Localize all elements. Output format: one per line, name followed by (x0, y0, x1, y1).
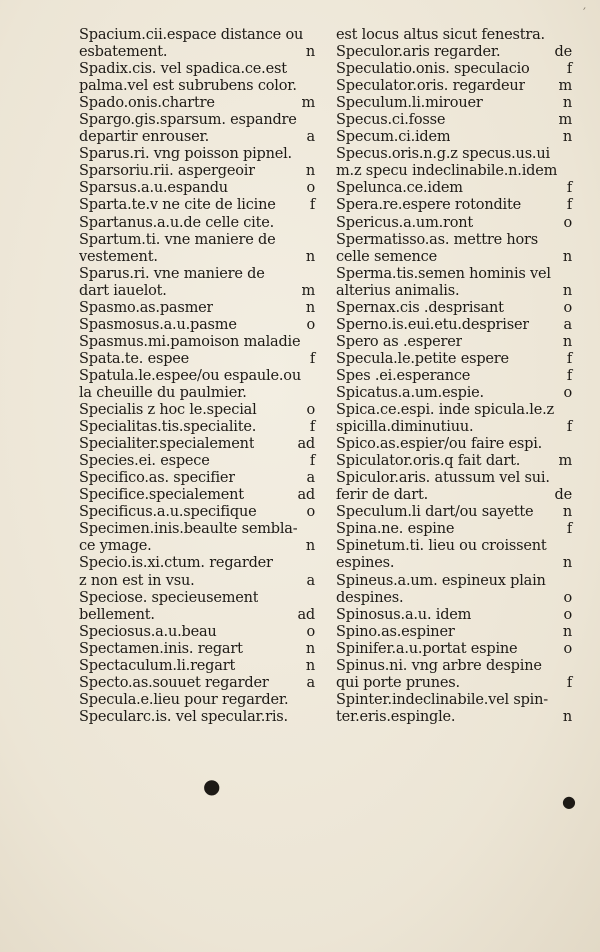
dictionary-entry-line (336, 112, 572, 129)
entry-text: Speculum.li dart/ou sayette (336, 504, 534, 521)
gender-mark: n (305, 299, 315, 316)
entry-text: Sparus.ri. vng poisson pipnel. (79, 146, 292, 163)
dictionary-entry-line (79, 709, 315, 726)
gender-mark: f (566, 350, 572, 367)
gender-mark: o (306, 504, 315, 521)
entry-text: Spernax.cis .desprisant (336, 299, 504, 316)
dictionary-entry-line (336, 590, 572, 607)
entry-text: Species.ei. espece (79, 453, 210, 470)
dictionary-entry-line (336, 624, 572, 641)
right-column (336, 27, 572, 726)
entry-text: Specimen.inis.beaulte sembla- (79, 521, 298, 538)
dictionary-entry-line (79, 658, 315, 675)
dictionary-entry-line (336, 61, 572, 78)
gender-mark: a (306, 674, 315, 691)
dictionary-entry-line (336, 709, 572, 726)
gender-mark: n (562, 248, 572, 265)
dictionary-entry-line (79, 112, 315, 129)
dictionary-entry-line (336, 146, 572, 163)
dictionary-entry-line (336, 44, 572, 61)
entry-text: Spartum.ti. vne maniere de (79, 231, 276, 248)
gender-mark: a (306, 572, 315, 589)
dictionary-entry-line (79, 521, 315, 538)
entry-text: Sparta.te.v ne cite de licine (79, 197, 276, 214)
entry-text: Speciosus.a.u.beau (79, 623, 217, 640)
entry-text: vestement. (79, 248, 158, 265)
dictionary-entry-line (79, 249, 315, 266)
gender-mark: o (306, 180, 315, 197)
entry-text: Specum.ci.idem (336, 129, 451, 146)
dictionary-entry-line (79, 453, 315, 470)
gender-mark: o (306, 402, 315, 419)
dictionary-entry-line (79, 44, 315, 61)
gender-mark: o (563, 299, 572, 316)
corner-mark: ′ (583, 6, 586, 21)
entry-text: Spinter.indeclinabile.vel spin- (336, 691, 548, 708)
dictionary-entry-line (79, 78, 315, 95)
entry-text: Spinus.ni. vng arbre despine (336, 657, 542, 674)
entry-text: Specificus.a.u.specifique (79, 504, 257, 521)
gender-mark: o (306, 316, 315, 333)
entry-text: Specto.as.souuet regarder (79, 674, 269, 691)
entry-text: palma.vel est subrubens color. (79, 78, 297, 95)
dictionary-entry-line (336, 232, 572, 249)
entry-text: Spacium.cii.espace distance ou (79, 27, 304, 43)
dictionary-entry-line (336, 675, 572, 692)
entry-text: Spico.as.espier/ou faire espi. (336, 436, 543, 453)
entry-text: Specifico.as. specifier (79, 470, 236, 487)
gender-mark: n (305, 248, 315, 265)
gender-mark: o (563, 640, 572, 657)
gender-mark: m (301, 282, 315, 299)
entry-text: Spasmus.mi.pamoison maladie (79, 333, 301, 350)
entry-text: ferir de dart. (336, 487, 429, 504)
gender-mark: f (309, 197, 315, 214)
entry-text: Speculum.li.mirouer (336, 95, 483, 112)
dictionary-entry-line (79, 317, 315, 334)
dictionary-entry-line (79, 538, 315, 555)
dictionary-entry-line (79, 624, 315, 641)
dictionary-entry-line (79, 419, 315, 436)
gender-mark: o (563, 589, 572, 606)
entry-text: Spado.onis.chartre (79, 95, 215, 112)
entry-text: z non est in vsu. (79, 572, 195, 589)
entry-text: Spera.re.espere rotondite (336, 197, 521, 214)
gender-mark: ad (297, 606, 315, 623)
gender-mark: ad (297, 436, 315, 453)
dictionary-entry-line (79, 163, 315, 180)
dictionary-entry-line (336, 129, 572, 146)
dictionary-entry-line (79, 300, 315, 317)
dictionary-entry-line (79, 470, 315, 487)
dictionary-entry-line (79, 266, 315, 283)
dictionary-entry-line (336, 419, 572, 436)
dictionary-entry-line (336, 692, 572, 709)
entry-text: Spectaculum.li.regart (79, 657, 236, 674)
entry-text: Spatula.le.espee/ou espaule.ou (79, 367, 301, 384)
entry-text: departir enrouser. (79, 129, 210, 146)
dictionary-entry-line (79, 334, 315, 351)
dictionary-entry-line (336, 215, 572, 232)
entry-text: Spelunca.ce.idem (336, 180, 463, 197)
entry-text: m.z specu indeclinabile.n.idem (336, 163, 558, 180)
dictionary-entry-line (79, 436, 315, 453)
dictionary-entry-line (336, 573, 572, 590)
dictionary-entry-line (336, 504, 572, 521)
bottom-dot-ornament: ● (203, 774, 221, 798)
entry-text: Specus.oris.n.g.z specus.us.ui (336, 146, 550, 163)
dictionary-entry-line (336, 385, 572, 402)
gender-mark: n (562, 282, 572, 299)
entry-text: esbatement. (79, 44, 168, 61)
entry-text: Sparsus.a.u.espandu (79, 180, 228, 197)
entry-text: Sperma.tis.semen hominis vel (336, 265, 551, 282)
gender-mark: f (566, 61, 572, 78)
gender-mark: n (562, 333, 572, 350)
entry-text: despines. (336, 589, 404, 606)
gender-mark: n (562, 623, 572, 640)
gender-mark: m (558, 78, 572, 95)
entry-text: Specialiter.specialement (79, 436, 255, 453)
entry-text: Spadix.cis. vel spadica.ce.est (79, 61, 287, 78)
gender-mark: f (309, 453, 315, 470)
dictionary-entry-line (79, 215, 315, 232)
gender-mark: f (566, 674, 572, 691)
entry-text: ce ymage. (79, 538, 152, 555)
dictionary-entry-line (79, 504, 315, 521)
margin-dot-ornament: ● (562, 792, 576, 811)
entry-text: Sparsoriu.rii. aspergeoir (79, 163, 255, 180)
entry-text: Speculator.oris. regardeur (336, 78, 526, 95)
gender-mark: f (566, 367, 572, 384)
entry-text: qui porte prunes. (336, 674, 460, 691)
dictionary-entry-line (336, 283, 572, 300)
gender-mark: f (309, 419, 315, 436)
dictionary-entry-line (79, 146, 315, 163)
dictionary-entry-line (336, 78, 572, 95)
gender-mark: a (563, 316, 572, 333)
entry-text: Specularc.is. vel specular.ris. (79, 708, 288, 725)
entry-text: Spica.ce.espi. inde spicula.le.z (336, 402, 554, 419)
entry-text: Spata.te. espee (79, 350, 190, 367)
dictionary-entry-line (79, 283, 315, 300)
gender-mark: n (305, 657, 315, 674)
gender-mark: f (309, 350, 315, 367)
dictionary-entry-line (79, 385, 315, 402)
dictionary-entry-line (336, 470, 572, 487)
dictionary-entry-line (336, 266, 572, 283)
entry-text: dart iauelot. (79, 282, 167, 299)
gender-mark: ad (297, 487, 315, 504)
entry-text: ter.eris.espingle. (336, 708, 456, 725)
entry-text: alterius animalis. (336, 282, 460, 299)
entry-text: est locus altus sicut fenestra. (336, 27, 545, 43)
entry-text: Spicatus.a.um.espie. (336, 384, 484, 401)
entry-text: bellement. (79, 606, 155, 623)
dictionary-entry-line (336, 180, 572, 197)
dictionary-entry-line (79, 573, 315, 590)
entry-text: Spineus.a.um. espineux plain (336, 572, 546, 589)
gender-mark: n (562, 504, 572, 521)
dictionary-entry-line (79, 180, 315, 197)
dictionary-entry-line (336, 351, 572, 368)
entry-text: la cheuille du paulmier. (79, 384, 247, 401)
gender-mark: o (563, 214, 572, 231)
entry-text: Specio.is.xi.ctum. regarder (79, 555, 273, 572)
gender-mark: n (305, 163, 315, 180)
gender-mark: n (562, 708, 572, 725)
gender-mark: de (554, 487, 572, 504)
entry-text: Speculor.aris regarder. (336, 44, 501, 61)
entry-text: Spargo.gis.sparsum. espandre (79, 112, 297, 129)
entry-text: Spinosus.a.u. idem (336, 606, 472, 623)
dictionary-entry-line (79, 351, 315, 368)
entry-text: Sperno.is.eui.etu.despriser (336, 316, 530, 333)
dictionary-entry-line (336, 658, 572, 675)
dictionary-entry-line (336, 163, 572, 180)
dictionary-entry-line (79, 402, 315, 419)
dictionary-entry-line (79, 590, 315, 607)
entry-text: Speciose. specieusement (79, 589, 259, 606)
gender-mark: n (562, 555, 572, 572)
gender-mark: o (563, 606, 572, 623)
gender-mark: f (566, 521, 572, 538)
entry-text: Spes .ei.esperance (336, 367, 471, 384)
entry-text: Specialis z hoc le.special (79, 402, 257, 419)
gender-mark: o (563, 384, 572, 401)
entry-text: celle semence (336, 248, 437, 265)
entry-text: espines. (336, 555, 395, 572)
dictionary-entry-line (336, 197, 572, 214)
dictionary-entry-line (79, 641, 315, 658)
gender-mark: o (306, 623, 315, 640)
gender-mark: a (306, 129, 315, 146)
dictionary-entry-line (79, 607, 315, 624)
entry-text: spicilla.diminutiuu. (336, 419, 474, 436)
dictionary-entry-line (79, 692, 315, 709)
entry-text: Spina.ne. espine (336, 521, 455, 538)
entry-text: Spiculator.oris.q fait dart. (336, 453, 521, 470)
entry-text: Specifice.specialement (79, 487, 244, 504)
dictionary-entry-line (79, 555, 315, 572)
entry-text: Spermatisso.as. mettre hors (336, 231, 539, 248)
dictionary-entry-line (336, 487, 572, 504)
dictionary-entry-line (336, 300, 572, 317)
dictionary-entry-line (336, 436, 572, 453)
dictionary-entry-line (79, 95, 315, 112)
dictionary-entry-line (79, 61, 315, 78)
gender-mark: m (558, 453, 572, 470)
gender-mark: de (554, 44, 572, 61)
gender-mark: n (562, 95, 572, 112)
dictionary-entry-line (336, 334, 572, 351)
gender-mark: a (306, 470, 315, 487)
gender-mark: n (305, 640, 315, 657)
dictionary-entry-line (79, 232, 315, 249)
dictionary-entry-line (336, 521, 572, 538)
entry-text: Spinifer.a.u.portat espine (336, 640, 518, 657)
gender-mark: m (301, 95, 315, 112)
dictionary-entry-line (79, 27, 315, 44)
entry-text: Specula.le.petite espere (336, 350, 509, 367)
entry-text: Spasmo.as.pasmer (79, 299, 214, 316)
entry-text: Spino.as.espiner (336, 623, 455, 640)
left-column (79, 27, 315, 726)
dictionary-entry-line (336, 453, 572, 470)
gender-mark: m (558, 112, 572, 129)
entry-text: Specialitas.tis.specialite. (79, 419, 257, 436)
gender-mark: n (305, 538, 315, 555)
dictionary-entry-line (79, 675, 315, 692)
entry-text: Specula.e.lieu pour regarder. (79, 691, 289, 708)
dictionary-entry-line (336, 249, 572, 266)
dictionary-entry-line (336, 402, 572, 419)
dictionary-entry-line (336, 607, 572, 624)
dictionary-entry-line (79, 129, 315, 146)
dictionary-entry-line (336, 95, 572, 112)
gender-mark: f (566, 180, 572, 197)
gender-mark: f (566, 197, 572, 214)
entry-text: Spericus.a.um.ront (336, 214, 474, 231)
dictionary-entry-line (336, 368, 572, 385)
dictionary-entry-line (336, 641, 572, 658)
gender-mark: n (305, 44, 315, 61)
entry-text: Spinetum.ti. lieu ou croissent (336, 538, 547, 555)
entry-text: Speculatio.onis. speculacio (336, 61, 530, 78)
entry-text: Spero as .esperer (336, 333, 463, 350)
dictionary-entry-line (336, 538, 572, 555)
dictionary-entry-line (79, 368, 315, 385)
entry-text: Specus.ci.fosse (336, 112, 446, 129)
gender-mark: f (566, 419, 572, 436)
dictionary-entry-line (336, 555, 572, 572)
dictionary-entry-line (336, 27, 572, 44)
entry-text: Spasmosus.a.u.pasme (79, 316, 237, 333)
gender-mark: n (562, 129, 572, 146)
entry-text: Sparus.ri. vne maniere de (79, 265, 265, 282)
entry-text: Spiculor.aris. atussum vel sui. (336, 470, 550, 487)
entry-text: Spectamen.inis. regart (79, 640, 243, 657)
entry-text: Spartanus.a.u.de celle cite. (79, 214, 275, 231)
dictionary-entry-line (79, 197, 315, 214)
dictionary-entry-line (79, 487, 315, 504)
dictionary-entry-line (336, 317, 572, 334)
